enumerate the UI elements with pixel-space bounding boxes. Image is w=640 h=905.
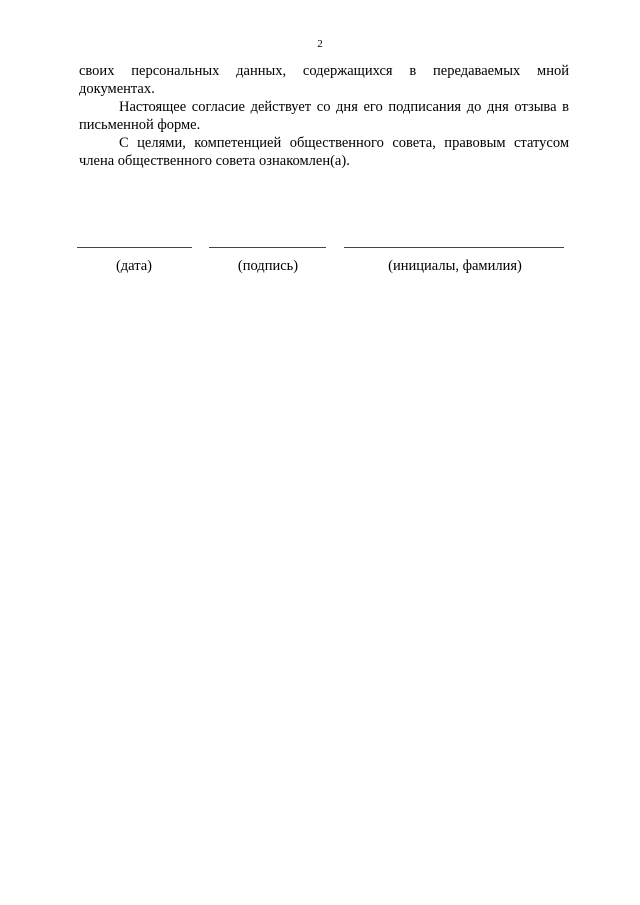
name-line [344,247,564,248]
date-line [77,247,192,248]
page-number: 2 [317,38,323,50]
signature-label: (подпись) [237,258,299,274]
name-label: (инициалы, фамилия) [388,258,522,274]
document-body [79,62,569,170]
paragraph-consent-validity: Настоящее согласие действует со дня его подписания до дня отзыва в письменной форме. [79,99,569,133]
paragraph-personal-data: своих персональных данных, содержащихся в передаваемых мной документах. [79,63,569,97]
signature-line [209,247,326,248]
paragraph-acknowledgement: С целями, компетенцией общественного совета, правовым статусом члена общественного совета ознакомлен(а). [79,135,569,169]
date-label: (дата) [115,258,153,274]
